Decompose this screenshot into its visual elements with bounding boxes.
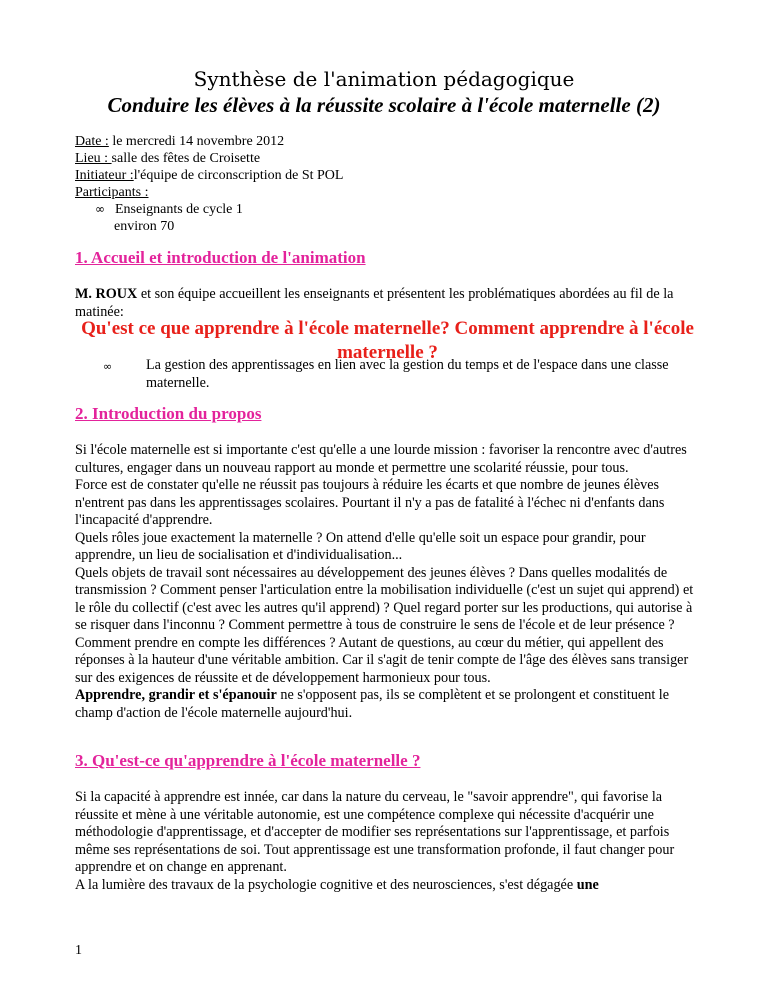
intro-name: M. ROUX bbox=[75, 286, 138, 302]
section3-paragraph: Si la capacité à apprendre est innée, car dans la nature du cerveau, le "savoir apprendre", qui favorise la réussite et mène à une véritable autonomie, est une compétence complexe qui nécessite d'acquérir une méthodologie d'apprentissage, et d'accepter de modifier ses représentations sur l'apprentissage, et parfois même ses représentations de soi. Tout apprentissage est une transformation profonde, il faut changer pour apprendre et on change en apprenant. bbox=[75, 789, 675, 875]
intro-text: et son équipe accueillent les enseignants et présentent les problématiques abordées au fil de la matinée: bbox=[75, 286, 674, 320]
participants-count: environ 70 bbox=[114, 219, 175, 234]
section3-body bbox=[75, 789, 700, 894]
section2-paragraph-rest: ne s'opposent pas, ils se complètent et se prolongent et constituent le champ d'action de l'école maternelle aujourd'hui. bbox=[75, 687, 670, 721]
meta-block bbox=[75, 133, 343, 235]
section1-bullet bbox=[103, 357, 703, 392]
infinity-bullet-icon: ∞ bbox=[103, 360, 113, 373]
section3-heading: 3. Qu'est-ce qu'apprendre à l'école maternelle ? bbox=[75, 751, 421, 770]
document-title: Synthèse de l'animation pédagogique bbox=[193, 67, 575, 91]
meta-participants bbox=[75, 184, 343, 201]
section1-question: Qu'est ce que apprendre à l'école maternelle? Comment apprendre à l'école maternelle ? bbox=[81, 318, 694, 363]
date-value: le mercredi 14 novembre 2012 bbox=[108, 134, 285, 149]
section1-bullet-text: La gestion des apprentissages en lien avec la gestion du temps et de l'espace dans une classe maternelle. bbox=[146, 357, 669, 391]
meta-date bbox=[75, 133, 343, 150]
infinity-bullet-icon: ∞ bbox=[95, 202, 105, 216]
section2-paragraph bbox=[75, 687, 700, 722]
section3-paragraph-text: A la lumière des travaux de la psychologie cognitive et des neurosciences, s'est dégagée bbox=[75, 876, 577, 893]
initiateur-label: Initiateur : bbox=[75, 168, 134, 183]
section2-paragraph: Quels objets de travail sont nécessaires au développement des jeunes élèves ? Dans quelles modalités de transmission ? Comment penser l'articulation entre la mobilisation individuelle (c'est un sujet qui apprend) et le rôle du collectif (c'est avec les autres qu'il apprend) ? Quel regard porter sur les productions, qui autorise à se risquer dans l'inconnu ? Comment permettre à tous de construire le sens de l'école et de leur présence ? Comment prendre en compte les différences ? Autant de questions, au cœur du métier, qui appellent des réponses à la hauteur d'une véritable ambition. Car il s'agit de tenir compte de l'âge des élèves sans transiger sur des exigences de réussite et de développement harmonieux pour tous. bbox=[75, 564, 694, 686]
participants-list-item bbox=[75, 201, 343, 218]
document-subtitle: Conduire les élèves à la réussite scolaire à l'école maternelle (2) bbox=[107, 93, 661, 117]
section2-paragraph: Force est de constater qu'elle ne réussit pas toujours à réduire les écarts et que nombre de jeunes élèves n'entrent pas dans les apprentissages scolaires. Pourtant il n'y a pas de fatalité à l'échec ni d'enfants dans l'incapacité d'apprendre. bbox=[75, 477, 665, 528]
participants-label: Participants : bbox=[75, 185, 149, 200]
lieu-label: Lieu : bbox=[75, 151, 112, 166]
section3-paragraph bbox=[75, 877, 700, 895]
section2-emphasis: Apprendre, grandir et s'épanouir bbox=[75, 687, 277, 703]
section3-emphasis: une bbox=[576, 876, 599, 893]
section2-paragraph: Si l'école maternelle est si importante c'est qu'elle a une lourde mission : favoriser la rencontre avec d'autres cultures, engager dans un nouveau rapport au monde et permettre une scolarité réussie, pour tous. bbox=[75, 442, 687, 476]
participants-item: Enseignants de cycle 1 bbox=[115, 202, 243, 217]
initiateur-value: l'équipe de circonscription de St POL bbox=[133, 168, 344, 183]
section2-body bbox=[75, 442, 700, 722]
lieu-value: salle des fêtes de Croisette bbox=[111, 151, 261, 166]
section2-paragraph: Quels rôles joue exactement la maternelle ? On attend d'elle qu'elle soit un espace pour grandir, pour apprendre, un lieu de socialisation et d'individualisation... bbox=[75, 529, 646, 563]
page-number: 1 bbox=[75, 943, 82, 958]
meta-lieu bbox=[75, 150, 343, 167]
date-label: Date : bbox=[75, 134, 109, 149]
section2-heading: 2. Introduction du propos bbox=[75, 404, 262, 423]
section1-heading: 1. Accueil et introduction de l'animation bbox=[75, 248, 366, 267]
meta-initiateur bbox=[75, 167, 343, 184]
section1-intro bbox=[75, 286, 700, 321]
